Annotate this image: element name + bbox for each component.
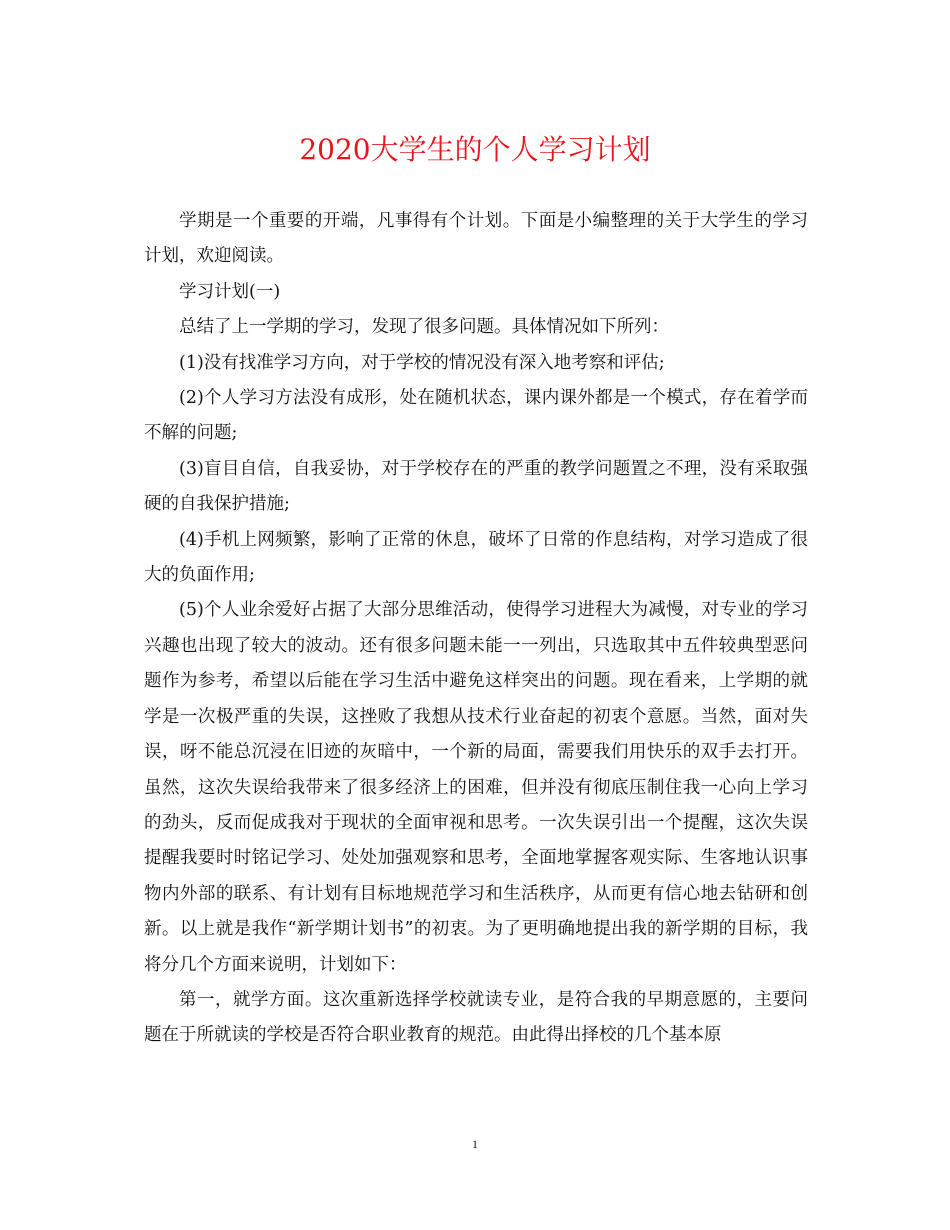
paragraph-section-heading: 学习计划(一) [179,281,281,302]
paragraph-item-5: (5)个人业余爱好占据了大部分思维活动，使得学习进程大为减慢，对专业的学习兴趣也出现了较大的波动。还有很多问题未能一一列出，只选取其中五件较典型恶问题作为参考，希望以后能在学习生活中避免这样突出的问题。现在看来，上学期的就学是一次极严重的失误，这挫败了我想从技术行业奋起的初衷个意愿。当然，面对失误，呀不能总沉浸在旧迹的灰暗中，一个新的局面，需要我们用快乐的双手去打开。虽然，这次失误给我带来了很多经济上的困难，但并没有彻底压制住我一心向上学习的劲头，反而促成我对于现状的全面审视和思考。一次失误引出一个提醒，这次失误提醒我要时时铭记学习、处处加强观察和思考，全面地掌握客观实际、生客地认识事物内外部的联系、有计划有目标地规范学习和生活秩序，从而更有信心地去钻研和创新。以上就是我作“新学期计划书”的初衷。为了更明确地提出我的新学期的目标，我将分几个方面来说明，计划如下： [144,600,808,975]
paragraph-item-4: (4)手机上网频繁，影响了正常的休息，破坏了日常的作息结构，对学习造成了很大的负面作用; [144,529,808,586]
document-title: 2020大学生的个人学习计划 [299,133,651,166]
page-number: 1 [472,1137,478,1151]
paragraph-item-2: (2)个人学习方法没有成形，处在随机状态，课内课外都是一个模式，存在着学而不解的问题; [144,388,808,444]
paragraph-summary: 总结了上一学期的学习，发现了很多问题。具体情况如下所列： [179,317,669,338]
paragraph-intro: 学期是一个重要的开端，凡事得有个计划。下面是小编整理的关于大学生的学习计划，欢迎阅读。 [144,211,808,267]
paragraph-first-point: 第一，就学方面。这次重新选择学校就读专业，是符合我的早期意愿的，主要问题在于所就读的学校是否符合职业教育的规范。由此得出择校的几个基本原 [144,989,808,1046]
document-body [144,204,808,1054]
paragraph-item-1: (1)没有找准学习方向，对于学校的情况没有深入地考察和评估; [179,352,665,373]
paragraph-item-3: (3)盲目自信，自我妥协，对于学校存在的严重的教学问题置之不理，没有采取强硬的自我保护措施; [144,458,808,515]
